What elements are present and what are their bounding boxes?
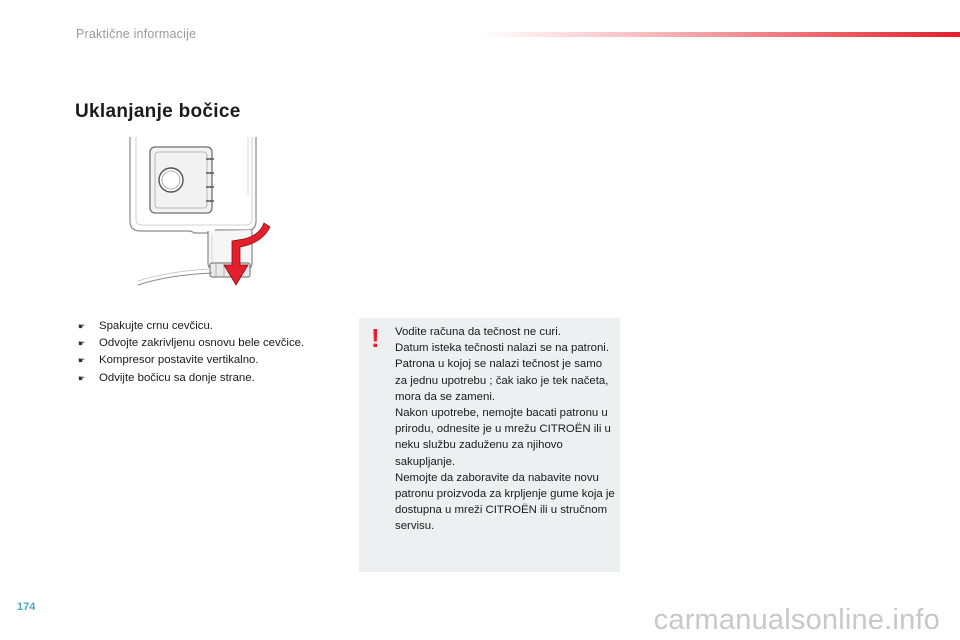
warning-box (359, 318, 620, 572)
step-text: Kompresor postavite vertikalno. (99, 354, 259, 367)
warning-paragraph: Datum isteka tečnosti nalazi se na patroni. (395, 342, 610, 355)
step-list (78, 318, 304, 387)
warning-paragraph: Nemojte da zaboravite da nabavite novu patronu proizvoda za krpljenje gume koja je dostupna u mreži CITROËN ili u stručnom servisu. (395, 471, 615, 533)
pointing-hand-icon: ☛ (78, 339, 86, 349)
step-text: Spakujte crnu cevčicu. (99, 320, 213, 332)
warning-text (395, 324, 617, 535)
step-text: Odvojte zakrivljenu osnovu bele cevčice. (99, 337, 305, 350)
exclamation-icon: ! (371, 323, 380, 353)
list-item (78, 335, 304, 352)
header-accent-bar (480, 32, 960, 37)
page-number: 174 (17, 601, 36, 613)
list-item (78, 370, 304, 387)
warning-paragraph: Nakon upotrebe, nemojte bacati patronu u prirodu, odnesite je u mrežu CITROËN ili u neku službu zaduženu za njihovo sakupljanje. (395, 407, 611, 468)
header-section-title: Praktične informacije (76, 27, 197, 41)
bottle-removal-illustration (128, 135, 276, 287)
pointing-hand-icon: ☛ (78, 356, 86, 366)
list-item (78, 352, 304, 369)
warning-paragraph: Vodite računa da tečnost ne curi. (395, 326, 561, 338)
list-item (78, 318, 304, 335)
pointing-hand-icon: ☛ (78, 322, 86, 331)
section-title: Uklanjanje bočice (75, 101, 241, 122)
watermark: carmanualsonline.info (653, 604, 940, 636)
warning-paragraph: Patrona u kojoj se nalazi tečnost je samo za jednu upotrebu ; čak iako je tek načeta, mora da se zameni. (395, 358, 609, 403)
step-text: Odvijte bočicu sa donje strane. (99, 371, 255, 384)
pointing-hand-icon: ☛ (78, 373, 86, 383)
